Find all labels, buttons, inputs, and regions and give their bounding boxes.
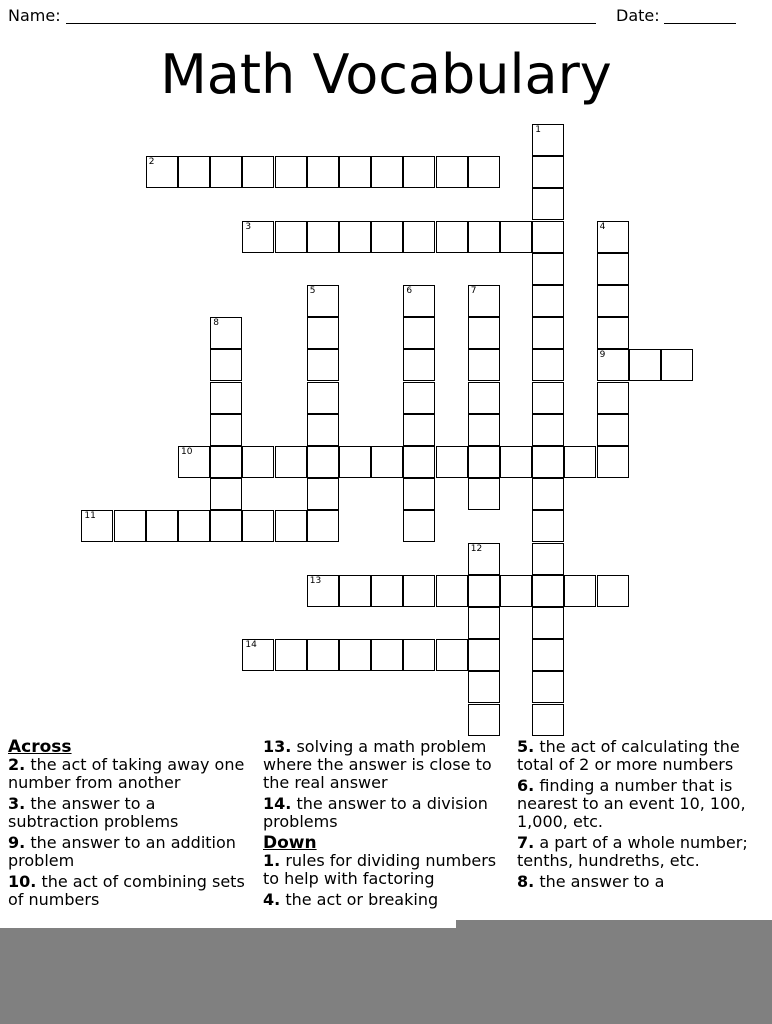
- grid-cell[interactable]: [468, 543, 500, 575]
- grid-cell[interactable]: [468, 478, 500, 510]
- clue-number: 3.: [8, 794, 26, 813]
- clue-text: the act or breaking: [285, 890, 439, 909]
- grid-cell[interactable]: [468, 349, 500, 381]
- grid-cell[interactable]: [597, 221, 629, 253]
- clue-across-2: [8, 756, 248, 792]
- grid-cell[interactable]: [210, 156, 242, 188]
- cell-number: 2: [148, 157, 155, 168]
- grid-cell[interactable]: [661, 349, 693, 381]
- across-heading: Across: [8, 737, 72, 757]
- grid-cell[interactable]: [468, 671, 500, 703]
- grid-cell[interactable]: [500, 221, 532, 253]
- grid-cell[interactable]: [532, 607, 564, 639]
- grid-cell[interactable]: [210, 414, 242, 446]
- grid-cell[interactable]: [178, 510, 210, 542]
- grid-cell[interactable]: [532, 317, 564, 349]
- clue-number: 5.: [517, 737, 535, 756]
- grid-cell[interactable]: [339, 156, 371, 188]
- clue-text: rules for dividing numbers to help with factoring: [263, 851, 497, 888]
- cell-number: 1: [535, 125, 541, 135]
- clue-number: 4.: [263, 890, 281, 909]
- grid-cell[interactable]: [532, 221, 564, 253]
- grid-cell[interactable]: [403, 414, 435, 446]
- grid-cell[interactable]: [436, 156, 468, 188]
- grid-cell[interactable]: [210, 349, 242, 381]
- clue-text: the act of taking away one number from another: [8, 755, 245, 792]
- clue-text: solving a math problem where the answer is close to the real answer: [263, 737, 492, 792]
- clue-text: the answer to an addition problem: [8, 833, 236, 870]
- clue-across-13: [263, 738, 513, 792]
- grid-cell[interactable]: [210, 478, 242, 510]
- grid-cell[interactable]: [339, 639, 371, 671]
- grid-cell[interactable]: [403, 285, 435, 317]
- grid-cell[interactable]: [210, 446, 242, 478]
- cell-number: 9: [599, 350, 606, 361]
- grid-cell[interactable]: [242, 639, 274, 671]
- grid-cell[interactable]: [307, 349, 339, 381]
- clue-across-10: [8, 873, 248, 909]
- bottom-overlay-bar: [0, 928, 772, 1024]
- down-heading: Down: [263, 833, 317, 853]
- grid-cell[interactable]: [403, 639, 435, 671]
- clue-down-8: [517, 873, 767, 891]
- grid-cell[interactable]: [307, 510, 339, 542]
- grid-cell[interactable]: [436, 446, 468, 478]
- grid-cell[interactable]: [210, 317, 242, 349]
- grid-cell[interactable]: [468, 221, 500, 253]
- grid-cell[interactable]: [532, 575, 564, 607]
- cell-number: 10: [181, 447, 193, 457]
- grid-cell[interactable]: [275, 156, 307, 188]
- clue-text: a part of a whole number; tenths, hundreths, etc.: [517, 833, 748, 870]
- clue-down-1: [263, 852, 513, 888]
- grid-cell[interactable]: [403, 382, 435, 414]
- grid-cell[interactable]: [532, 188, 564, 220]
- grid-cell[interactable]: [436, 575, 468, 607]
- cell-number: 3: [245, 221, 252, 232]
- grid-cell[interactable]: [242, 510, 274, 542]
- grid-cell[interactable]: [178, 156, 210, 188]
- page-title: Math Vocabulary: [160, 43, 612, 106]
- clue-number: 13.: [263, 737, 292, 756]
- clue-number: 1.: [263, 851, 281, 870]
- grid-cell[interactable]: [597, 414, 629, 446]
- grid-cell[interactable]: [307, 575, 339, 607]
- grid-cell[interactable]: [178, 446, 210, 478]
- clue-number: 6.: [517, 776, 535, 795]
- clue-number: 14.: [263, 794, 292, 813]
- clue-down-7: [517, 834, 767, 870]
- grid-cell[interactable]: [403, 221, 435, 253]
- grid-cell[interactable]: [339, 446, 371, 478]
- grid-cell[interactable]: [532, 543, 564, 575]
- grid-cell[interactable]: [371, 446, 403, 478]
- date-label: Date:: [616, 6, 660, 25]
- clue-number: 2.: [8, 755, 26, 774]
- grid-cell[interactable]: [597, 382, 629, 414]
- grid-cell[interactable]: [468, 446, 500, 478]
- grid-cell[interactable]: [275, 446, 307, 478]
- grid-cell[interactable]: [242, 221, 274, 253]
- cell-number: 6: [406, 286, 413, 296]
- grid-cell[interactable]: [81, 510, 113, 542]
- clue-text: the answer to a subtraction problems: [8, 794, 179, 831]
- grid-cell[interactable]: [403, 349, 435, 381]
- clues-column-2: [263, 738, 513, 912]
- clue-down-4: [263, 891, 513, 909]
- cell-number: 4: [599, 221, 606, 232]
- grid-cell[interactable]: [403, 317, 435, 349]
- grid-cell[interactable]: [597, 349, 629, 381]
- clue-across-14: [263, 795, 513, 831]
- grid-cell[interactable]: [532, 446, 564, 478]
- grid-cell[interactable]: [436, 639, 468, 671]
- grid-cell[interactable]: [403, 575, 435, 607]
- grid-cell[interactable]: [564, 575, 596, 607]
- grid-cell[interactable]: [436, 221, 468, 253]
- clue-text: the answer to a division problems: [263, 794, 488, 831]
- cell-number: 5: [309, 286, 316, 296]
- grid-cell[interactable]: [532, 478, 564, 510]
- grid-cell[interactable]: [597, 317, 629, 349]
- grid-cell[interactable]: [597, 575, 629, 607]
- clue-number: 8.: [517, 872, 535, 891]
- grid-cell[interactable]: [532, 349, 564, 381]
- cell-number: 8: [213, 318, 219, 329]
- clue-number: 10.: [8, 872, 37, 891]
- grid-cell[interactable]: [403, 478, 435, 510]
- clue-number: 7.: [517, 833, 535, 852]
- grid-cell[interactable]: [500, 446, 532, 478]
- grid-cell[interactable]: [468, 382, 500, 414]
- grid-cell[interactable]: [532, 382, 564, 414]
- grid-cell[interactable]: [307, 446, 339, 478]
- clue-text: the act of calculating the total of 2 or more numbers: [517, 737, 740, 774]
- grid-cell[interactable]: [275, 510, 307, 542]
- grid-cell[interactable]: [339, 575, 371, 607]
- cell-number: 11: [84, 511, 96, 522]
- grid-cell[interactable]: [468, 285, 500, 317]
- grid-cell[interactable]: [307, 285, 339, 317]
- grid-cell[interactable]: [468, 704, 500, 736]
- clue-across-9: [8, 834, 248, 870]
- grid-cell[interactable]: [403, 510, 435, 542]
- grid-cell[interactable]: [307, 414, 339, 446]
- grid-cell[interactable]: [629, 349, 661, 381]
- grid-cell[interactable]: [532, 285, 564, 317]
- clue-number: 9.: [8, 833, 26, 852]
- cell-number: 7: [470, 286, 477, 296]
- grid-cell[interactable]: [307, 478, 339, 510]
- grid-cell[interactable]: [500, 575, 532, 607]
- clues-column-3: [517, 738, 767, 894]
- grid-cell[interactable]: [242, 156, 274, 188]
- grid-cell[interactable]: [468, 639, 500, 671]
- grid-cell[interactable]: [468, 607, 500, 639]
- grid-cell[interactable]: [597, 285, 629, 317]
- grid-cell[interactable]: [532, 639, 564, 671]
- grid-cell[interactable]: [210, 510, 242, 542]
- grid-cell[interactable]: [371, 575, 403, 607]
- grid-cell[interactable]: [371, 221, 403, 253]
- clue-text: the act of combining sets of numbers: [8, 872, 245, 909]
- clues-column-1: [8, 738, 248, 912]
- grid-cell[interactable]: [146, 156, 178, 188]
- grid-cell[interactable]: [468, 575, 500, 607]
- grid-cell[interactable]: [307, 382, 339, 414]
- grid-cell[interactable]: [468, 414, 500, 446]
- clue-down-6: [517, 777, 767, 831]
- grid-cell[interactable]: [403, 446, 435, 478]
- clue-text: finding a number that is nearest to an event 10, 100, 1,000, etc.: [517, 776, 746, 831]
- grid-cell[interactable]: [242, 446, 274, 478]
- grid-cell[interactable]: [210, 382, 242, 414]
- grid-cell[interactable]: [371, 156, 403, 188]
- cell-number: 12: [470, 543, 483, 554]
- clue-across-3: [8, 795, 248, 831]
- grid-cell[interactable]: [371, 639, 403, 671]
- grid-cell[interactable]: [597, 253, 629, 285]
- grid-cell[interactable]: [532, 253, 564, 285]
- grid-cell[interactable]: [532, 704, 564, 736]
- grid-cell[interactable]: [307, 639, 339, 671]
- grid-cell[interactable]: [307, 156, 339, 188]
- grid-cell[interactable]: [468, 156, 500, 188]
- grid-cell[interactable]: [307, 317, 339, 349]
- grid-cell[interactable]: [275, 221, 307, 253]
- cell-number: 13: [309, 575, 322, 586]
- cell-number: 14: [245, 640, 257, 651]
- grid-cell[interactable]: [564, 446, 596, 478]
- grid-cell[interactable]: [532, 124, 564, 156]
- grid-cell[interactable]: [114, 510, 146, 542]
- clue-down-5: [517, 738, 767, 774]
- clue-text: the answer to a: [539, 872, 665, 891]
- grid-cell[interactable]: [339, 221, 371, 253]
- grid-cell[interactable]: [403, 156, 435, 188]
- name-label: Name:: [8, 6, 61, 25]
- grid-cell[interactable]: [532, 156, 564, 188]
- grid-cell[interactable]: [146, 510, 178, 542]
- grid-cell[interactable]: [307, 221, 339, 253]
- grid-cell[interactable]: [532, 414, 564, 446]
- grid-cell[interactable]: [532, 671, 564, 703]
- grid-cell[interactable]: [275, 639, 307, 671]
- grid-cell[interactable]: [597, 446, 629, 478]
- grid-cell[interactable]: [468, 317, 500, 349]
- grid-cell[interactable]: [532, 510, 564, 542]
